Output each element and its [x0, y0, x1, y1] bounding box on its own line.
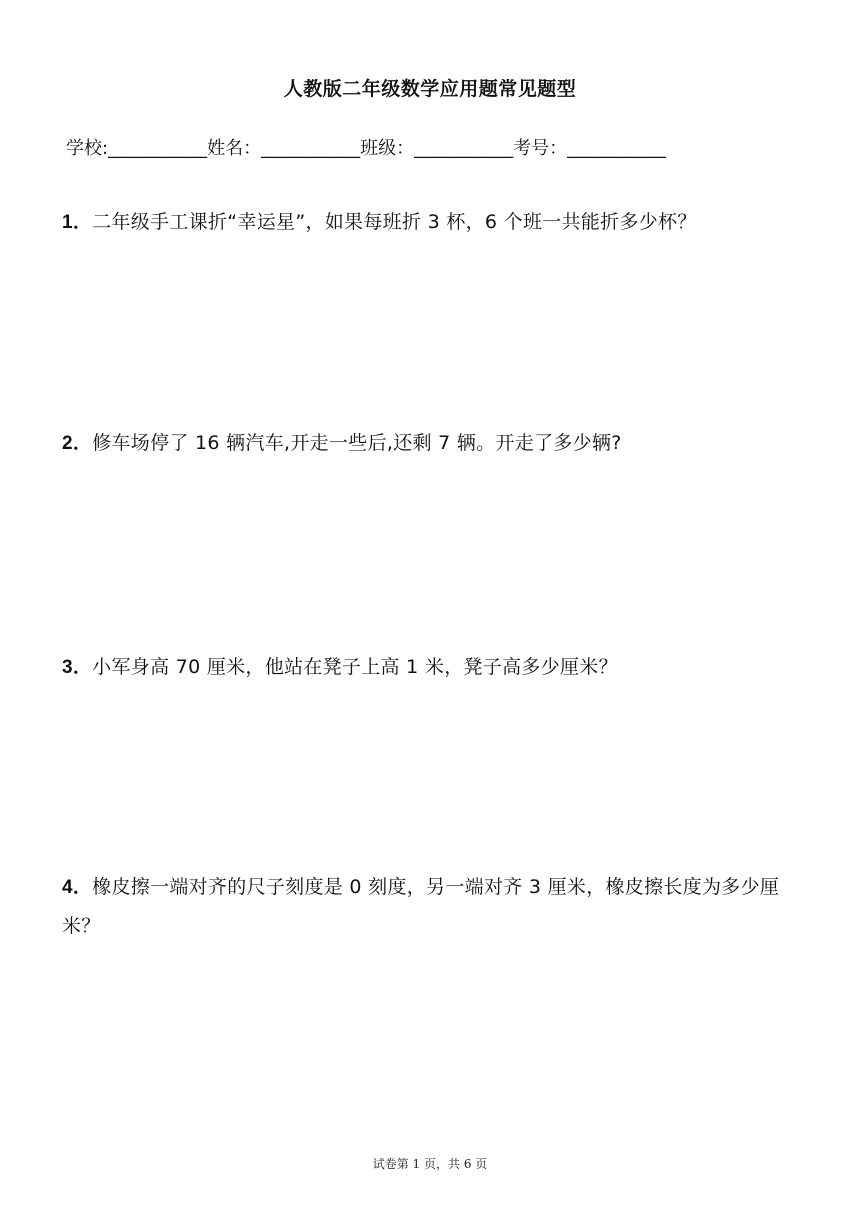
- question-number: 1．: [62, 212, 93, 233]
- exam-id-blank: ___________: [567, 138, 667, 159]
- question-text: 修车场停了 16 辆汽车,开走一些后,还剩 7 辆。开走了多少辆?: [92, 432, 622, 454]
- name-blank: ___________: [261, 138, 361, 159]
- school-blank: ___________: [108, 138, 208, 159]
- question-text: 二年级手工课折“幸运星”，如果每班折 3 杯，6 个班一共能折多少杯？: [92, 211, 697, 233]
- question-text: 小军身高 70 厘米，他站在凳子上高 1 米，凳子高多少厘米？: [92, 656, 618, 678]
- class-blank: ___________: [414, 138, 514, 159]
- student-info-line: [66, 134, 806, 160]
- question-number: 3．: [62, 657, 93, 678]
- question-1: [62, 203, 804, 242]
- school-label: 学校:: [66, 138, 109, 159]
- question-3: [62, 648, 804, 687]
- question-number: 4．: [62, 877, 93, 898]
- question-number: 2．: [62, 433, 93, 454]
- name-label: 姓名：: [207, 138, 262, 159]
- question-text: 橡皮擦一端对齐的尺子刻度是 0 刻度，另一端对齐 3 厘米，橡皮擦长度为多少厘米？: [62, 876, 780, 937]
- question-2: [62, 424, 804, 463]
- page-footer: 试卷第 1 页，共 6 页: [372, 1157, 488, 1171]
- exam-id-label: 考号：: [513, 138, 568, 159]
- question-4: [62, 868, 804, 946]
- class-label: 班级：: [360, 138, 415, 159]
- page-title: 人教版二年级数学应用题常见题型: [283, 78, 577, 100]
